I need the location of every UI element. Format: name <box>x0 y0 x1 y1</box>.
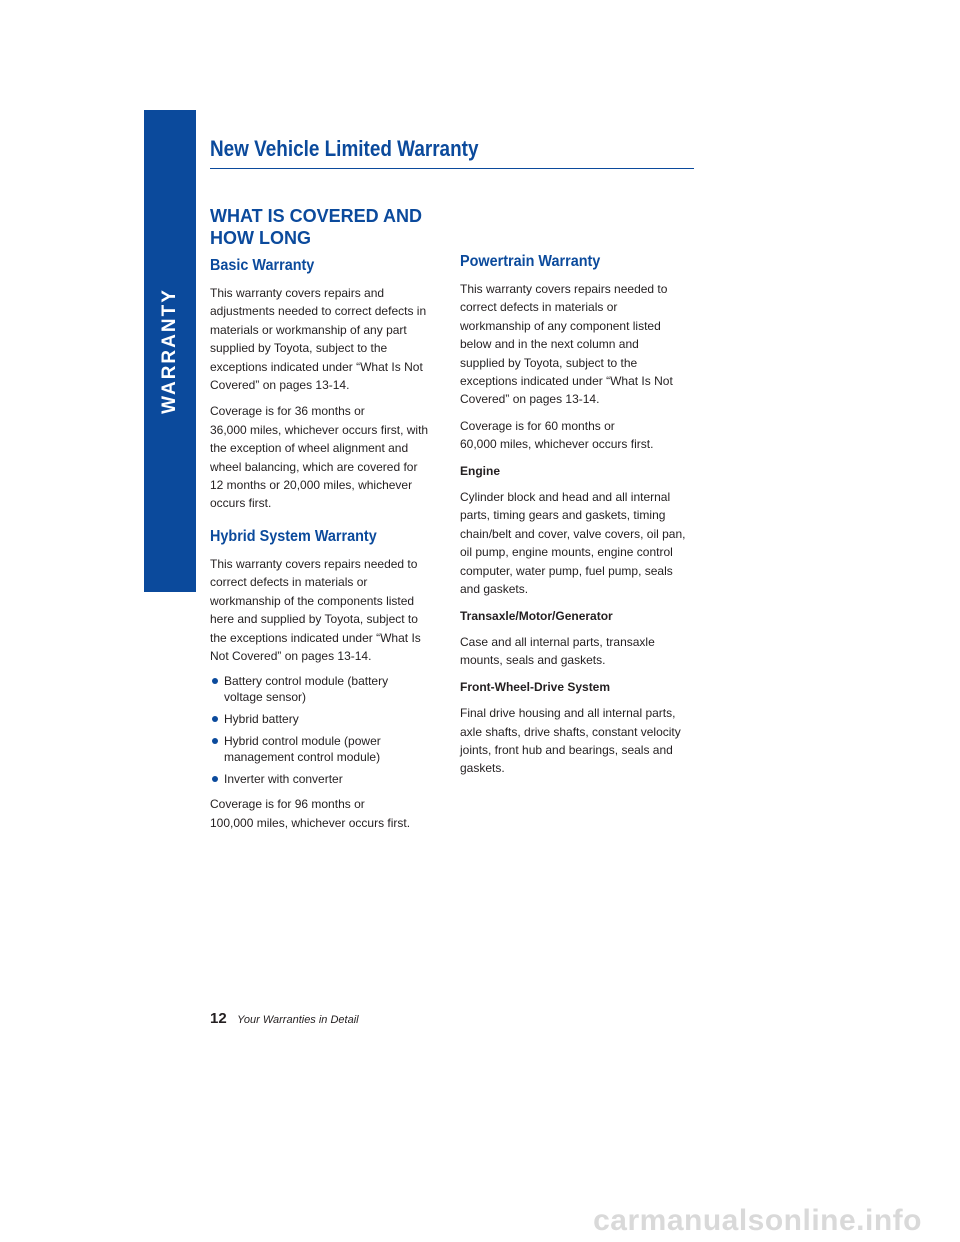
list-item-text: Battery control module (battery voltage sensor) <box>224 674 389 705</box>
list-item-text: Hybrid battery <box>224 712 299 727</box>
transaxle-text: Case and all internal parts, transaxle mounts, seals and gaskets. <box>460 634 655 668</box>
side-tab <box>144 110 196 592</box>
footer-text: Your Warranties in Detail <box>237 1014 359 1026</box>
list-item-text: Hybrid control module (power management control module) <box>224 734 381 765</box>
transaxle-label: Transaxle/Motor/Generator <box>460 608 613 623</box>
hybrid-warranty-heading: Hybrid System Warranty <box>210 527 377 545</box>
fwd-text: Final drive housing and all internal parts, axle shafts, drive shafts, constant velocity joints, front hub and bearings, seals and gaskets. <box>460 706 681 776</box>
list-item <box>210 771 445 787</box>
side-tab-label: WARRANTY <box>159 288 180 414</box>
list-item-text: Inverter with converter <box>224 772 343 787</box>
bullet-icon <box>212 776 218 782</box>
hybrid-components-list <box>210 673 445 787</box>
list-item <box>210 711 445 727</box>
page-footer <box>210 1010 359 1028</box>
page-number: 12 <box>210 1010 227 1027</box>
bullet-icon <box>212 716 218 722</box>
hybrid-warranty-paragraph: This warranty covers repairs needed to correct defects in materials or workmanship of the components listed here and supplied by Toyota, subject to the exceptions indicated under “What Is Not Covered” on pages 13-14. <box>210 556 421 663</box>
engine-text: Cylinder block and head and all internal parts, timing gears and gaskets, timing chain/belt and cover, valve covers, oil pan, oil pump, engine mounts, engine control computer, water pump, fuel pump, seals and gaskets. <box>460 490 686 597</box>
powertrain-warranty-paragraph: This warranty covers repairs needed to correct defects in materials or workmanship of any component listed below and in the next column and supplied by Toyota, subject to the exceptions indicated under “What Is Not Covered” on pages 13-14. <box>460 282 673 407</box>
engine-label: Engine <box>460 463 501 478</box>
powertrain-warranty-coverage: Coverage is for 60 months or 60,000 miles, whichever occurs first. <box>460 418 654 452</box>
page-title: New Vehicle Limited Warranty <box>210 136 479 161</box>
hybrid-warranty-coverage: Coverage is for 96 months or 100,000 miles, whichever occurs first. <box>210 797 411 830</box>
basic-warranty-coverage: Coverage is for 36 months or 36,000 miles, whichever occurs first, with the exception of wheel alignment and wheel balancing, which are covered for 12 months or 20,000 miles, whichever occurs first. <box>210 404 429 511</box>
watermark: carmanualsonline.info <box>593 1204 922 1237</box>
powertrain-warranty-heading: Powertrain Warranty <box>460 253 601 270</box>
right-column <box>460 252 695 786</box>
fwd-label: Front-Wheel-Drive System <box>460 679 611 694</box>
list-item <box>210 673 445 705</box>
bullet-icon <box>212 738 218 744</box>
main-heading: WHAT IS COVERED AND HOW LONG <box>210 206 423 248</box>
list-item <box>210 733 445 765</box>
basic-warranty-heading: Basic Warranty <box>210 257 315 274</box>
bullet-icon <box>212 678 218 684</box>
title-divider <box>210 168 694 169</box>
left-column <box>210 205 445 840</box>
basic-warranty-paragraph: This warranty covers repairs and adjustments needed to correct defects in materials or workmanship of any part supplied by Toyota, subject to the exceptions indicated under “What Is Not Covered” on pages 13-14. <box>210 286 427 393</box>
